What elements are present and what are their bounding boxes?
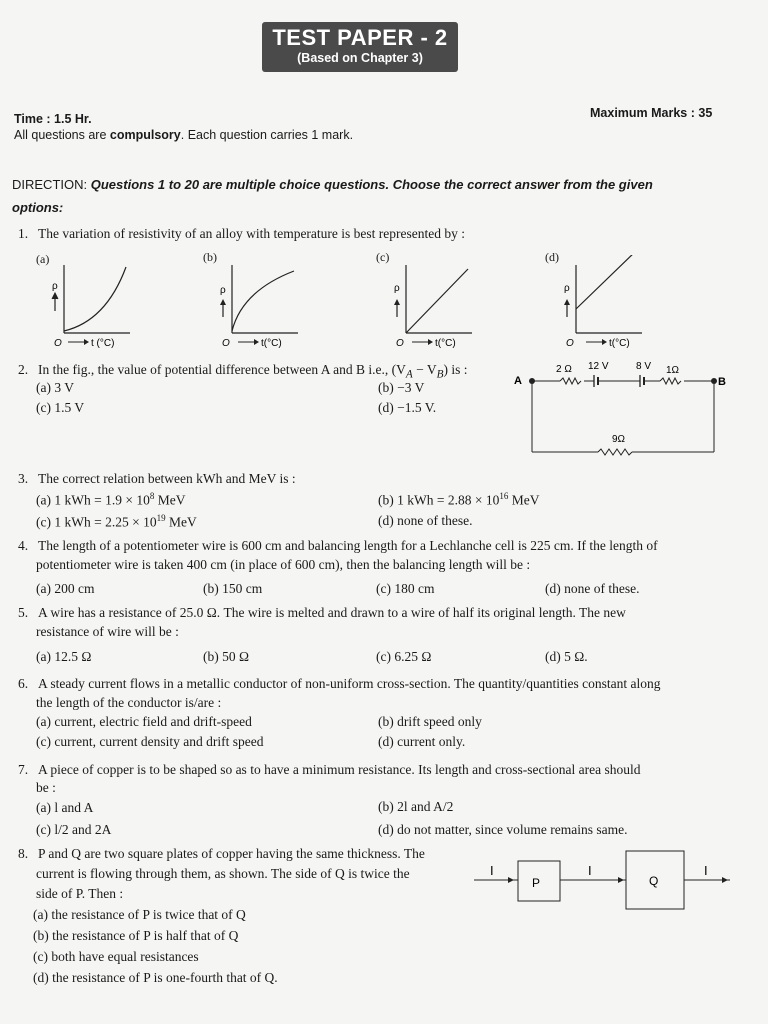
question-6-cont: the length of the conductor is/are : bbox=[36, 695, 222, 710]
direction-text-2: options: bbox=[12, 200, 64, 215]
option-a: (a) 200 cm bbox=[36, 581, 95, 596]
circuit-diagram bbox=[510, 354, 732, 462]
instructions bbox=[14, 128, 353, 142]
option-a: (a) 12.5 Ω bbox=[36, 649, 92, 664]
current-arrow bbox=[618, 877, 624, 883]
option-b: (b) drift speed only bbox=[378, 714, 482, 729]
current-label: I bbox=[588, 863, 592, 878]
page-subtitle: (Based on Chapter 3) bbox=[297, 51, 423, 65]
arrowhead bbox=[84, 339, 89, 345]
test-paper-banner bbox=[262, 22, 458, 72]
resistor-9ohm bbox=[598, 449, 632, 455]
question-text-mid: − V bbox=[412, 362, 437, 377]
r3-label: 9Ω bbox=[612, 434, 626, 445]
e1-label: 12 V bbox=[588, 361, 609, 372]
arrowhead bbox=[602, 339, 607, 345]
curve-concave-up bbox=[64, 267, 126, 331]
option-c bbox=[36, 513, 197, 531]
current-label: I bbox=[490, 863, 494, 878]
question-1 bbox=[18, 226, 465, 242]
question-number: 1. bbox=[18, 226, 29, 241]
option-a bbox=[36, 491, 185, 509]
option-d: (d) the resistance of P is one-fourth that of Q. bbox=[33, 970, 278, 985]
resistor-1ohm bbox=[660, 378, 681, 384]
option-d: (d) 5 Ω. bbox=[545, 649, 588, 664]
rho-label: ρ bbox=[564, 283, 570, 294]
option-d: (d) current only. bbox=[378, 734, 466, 749]
question-2 bbox=[18, 362, 468, 381]
question-8-cont-2: side of P. Then : bbox=[36, 886, 124, 901]
unit: MeV bbox=[154, 492, 186, 508]
option-d: (d) none of these. bbox=[545, 581, 640, 596]
option-a: (a) the resistance of P is twice that of Q bbox=[33, 907, 246, 922]
current-arrow bbox=[722, 877, 728, 883]
question-6 bbox=[18, 676, 748, 692]
instructions-post: . Each question carries 1 mark. bbox=[180, 128, 354, 142]
question-number: 8. bbox=[18, 846, 29, 861]
instructions-bold: compulsory bbox=[109, 128, 181, 142]
instructions-pre: All questions are bbox=[14, 128, 110, 142]
option-b bbox=[378, 491, 539, 509]
option-d: (d) none of these. bbox=[378, 513, 473, 528]
unit: MeV bbox=[508, 492, 540, 508]
option-b-label: (b) bbox=[203, 250, 217, 264]
question-text: The correct relation between kWh and MeV is : bbox=[38, 471, 296, 486]
e2-label: 8 V bbox=[636, 361, 652, 372]
option-d: (d) do not matter, since volume remains same. bbox=[378, 822, 628, 837]
option-d: (d) −1.5 V. bbox=[378, 400, 437, 415]
option-a: (a) l and A bbox=[36, 800, 94, 815]
option-b: (b) −3 V bbox=[378, 380, 425, 395]
option-c-label: (c) bbox=[376, 250, 390, 264]
direction-label: DIRECTION: bbox=[12, 177, 91, 192]
option-c-text: (c) 1 kWh = 2.25 × 10 bbox=[36, 514, 157, 530]
max-marks-label: Maximum Marks : 35 bbox=[590, 106, 713, 120]
question-number: 7. bbox=[18, 762, 29, 777]
rho-label: ρ bbox=[52, 281, 58, 292]
arrowhead bbox=[394, 299, 400, 305]
question-number: 3. bbox=[18, 471, 29, 486]
x-axis-label: t(°C) bbox=[609, 338, 630, 349]
question-text: The length of a potentiometer wire is 600 cm and balancing length for a Lechlanche cell is 225 cm. If the length of bbox=[38, 538, 658, 553]
plate-p-label: P bbox=[532, 876, 541, 890]
direction-text: Questions 1 to 20 are multiple choice questions. Choose the correct answer from the given bbox=[90, 177, 653, 192]
option-b-text: (b) 1 kWh = 2.88 × 10 bbox=[378, 492, 500, 508]
line-with-intercept bbox=[576, 255, 638, 309]
origin-label: O bbox=[566, 338, 574, 349]
x-axis-label: t(°C) bbox=[261, 338, 282, 349]
arrowhead bbox=[220, 299, 226, 305]
exponent: 19 bbox=[156, 513, 166, 523]
option-b: (b) 150 cm bbox=[203, 581, 263, 596]
option-c: (c) 1.5 V bbox=[36, 400, 85, 415]
current-arrow bbox=[508, 877, 514, 883]
question-text: The variation of resistivity of an alloy with temperature is best represented by : bbox=[38, 226, 465, 241]
arrowhead bbox=[564, 299, 570, 305]
resistor-2ohm bbox=[560, 378, 581, 384]
option-b: (b) 2l and A/2 bbox=[378, 799, 454, 814]
option-a-label: (a) bbox=[36, 252, 50, 266]
arrowhead bbox=[254, 339, 259, 345]
question-text: In the fig., the value of potential difference between A and B i.e., (V bbox=[38, 362, 406, 377]
current-label: I bbox=[704, 863, 708, 878]
origin-label: O bbox=[54, 338, 62, 349]
direction-line bbox=[12, 177, 752, 192]
question-8 bbox=[18, 846, 425, 862]
question-number: 6. bbox=[18, 676, 29, 691]
option-a: (a) current, electric field and drift-speed bbox=[36, 714, 252, 729]
question-4 bbox=[18, 538, 748, 554]
node-b-label: B bbox=[718, 376, 726, 388]
option-c: (c) 180 cm bbox=[376, 581, 435, 596]
question-text-end: ) is : bbox=[443, 362, 468, 377]
question-4-cont: potentiometer wire is taken 400 cm (in place of 600 cm), then the balancing length will be : bbox=[36, 557, 531, 572]
graph-c bbox=[382, 255, 512, 350]
question-number: 5. bbox=[18, 605, 29, 620]
option-c: (c) current, current density and drift speed bbox=[36, 734, 264, 749]
question-number: 4. bbox=[18, 538, 29, 553]
subscript-b: B bbox=[436, 368, 444, 381]
arrowhead bbox=[52, 293, 58, 299]
page-title: TEST PAPER - 2 bbox=[272, 25, 448, 50]
option-d-label: (d) bbox=[545, 250, 559, 264]
question-7 bbox=[18, 762, 748, 778]
question-8-cont: current is flowing through them, as shown. The side of Q is twice the bbox=[36, 866, 410, 881]
exponent: 8 bbox=[149, 491, 155, 501]
time-label: Time : 1.5 Hr. bbox=[14, 112, 92, 126]
x-axis-label: t (°C) bbox=[91, 338, 115, 349]
origin-label: O bbox=[222, 338, 230, 349]
option-c: (c) 6.25 Ω bbox=[376, 649, 432, 664]
option-a: (a) 3 V bbox=[36, 380, 74, 395]
rho-label: ρ bbox=[220, 285, 226, 296]
question-text: P and Q are two square plates of copper having the same thickness. The bbox=[38, 846, 425, 861]
x-axis-label: t(°C) bbox=[435, 338, 456, 349]
question-5-cont: resistance of wire will be : bbox=[36, 624, 179, 639]
subscript-a: A bbox=[405, 368, 413, 381]
question-text: A wire has a resistance of 25.0 Ω. The wire is melted and drawn to a wire of half its original length. The new bbox=[38, 605, 626, 620]
node-a-label: A bbox=[514, 375, 522, 387]
graph-d bbox=[552, 255, 682, 350]
option-b: (b) 50 Ω bbox=[203, 649, 250, 664]
option-a-text: (a) 1 kWh = 1.9 × 10 bbox=[36, 492, 150, 508]
graph-a bbox=[40, 255, 170, 350]
question-text: A piece of copper is to be shaped so as to have a minimum resistance. Its length and cross-sectional area should bbox=[38, 762, 641, 777]
arrowhead bbox=[428, 339, 433, 345]
question-3 bbox=[18, 471, 296, 487]
plates-diagram bbox=[470, 845, 732, 915]
exponent: 16 bbox=[499, 491, 509, 501]
question-number: 2. bbox=[18, 362, 29, 377]
question-5 bbox=[18, 605, 748, 621]
graph-b bbox=[208, 255, 338, 350]
origin-label: O bbox=[396, 338, 404, 349]
plate-q-label: Q bbox=[649, 874, 659, 888]
line-through-origin bbox=[406, 269, 468, 333]
question-text: A steady current flows in a metallic conductor of non-uniform cross-section. The quantity/quantities constant along bbox=[38, 676, 661, 691]
r1-label: 2 Ω bbox=[556, 364, 572, 375]
curve-concave-down bbox=[232, 271, 294, 331]
unit: MeV bbox=[165, 514, 197, 530]
r2-label: 1Ω bbox=[666, 365, 680, 376]
option-b: (b) the resistance of P is half that of Q bbox=[33, 928, 239, 943]
question-7-cont: be : bbox=[36, 780, 56, 795]
rho-label: ρ bbox=[394, 283, 400, 294]
option-c: (c) l/2 and 2A bbox=[36, 822, 112, 837]
option-c: (c) both have equal resistances bbox=[33, 949, 199, 964]
